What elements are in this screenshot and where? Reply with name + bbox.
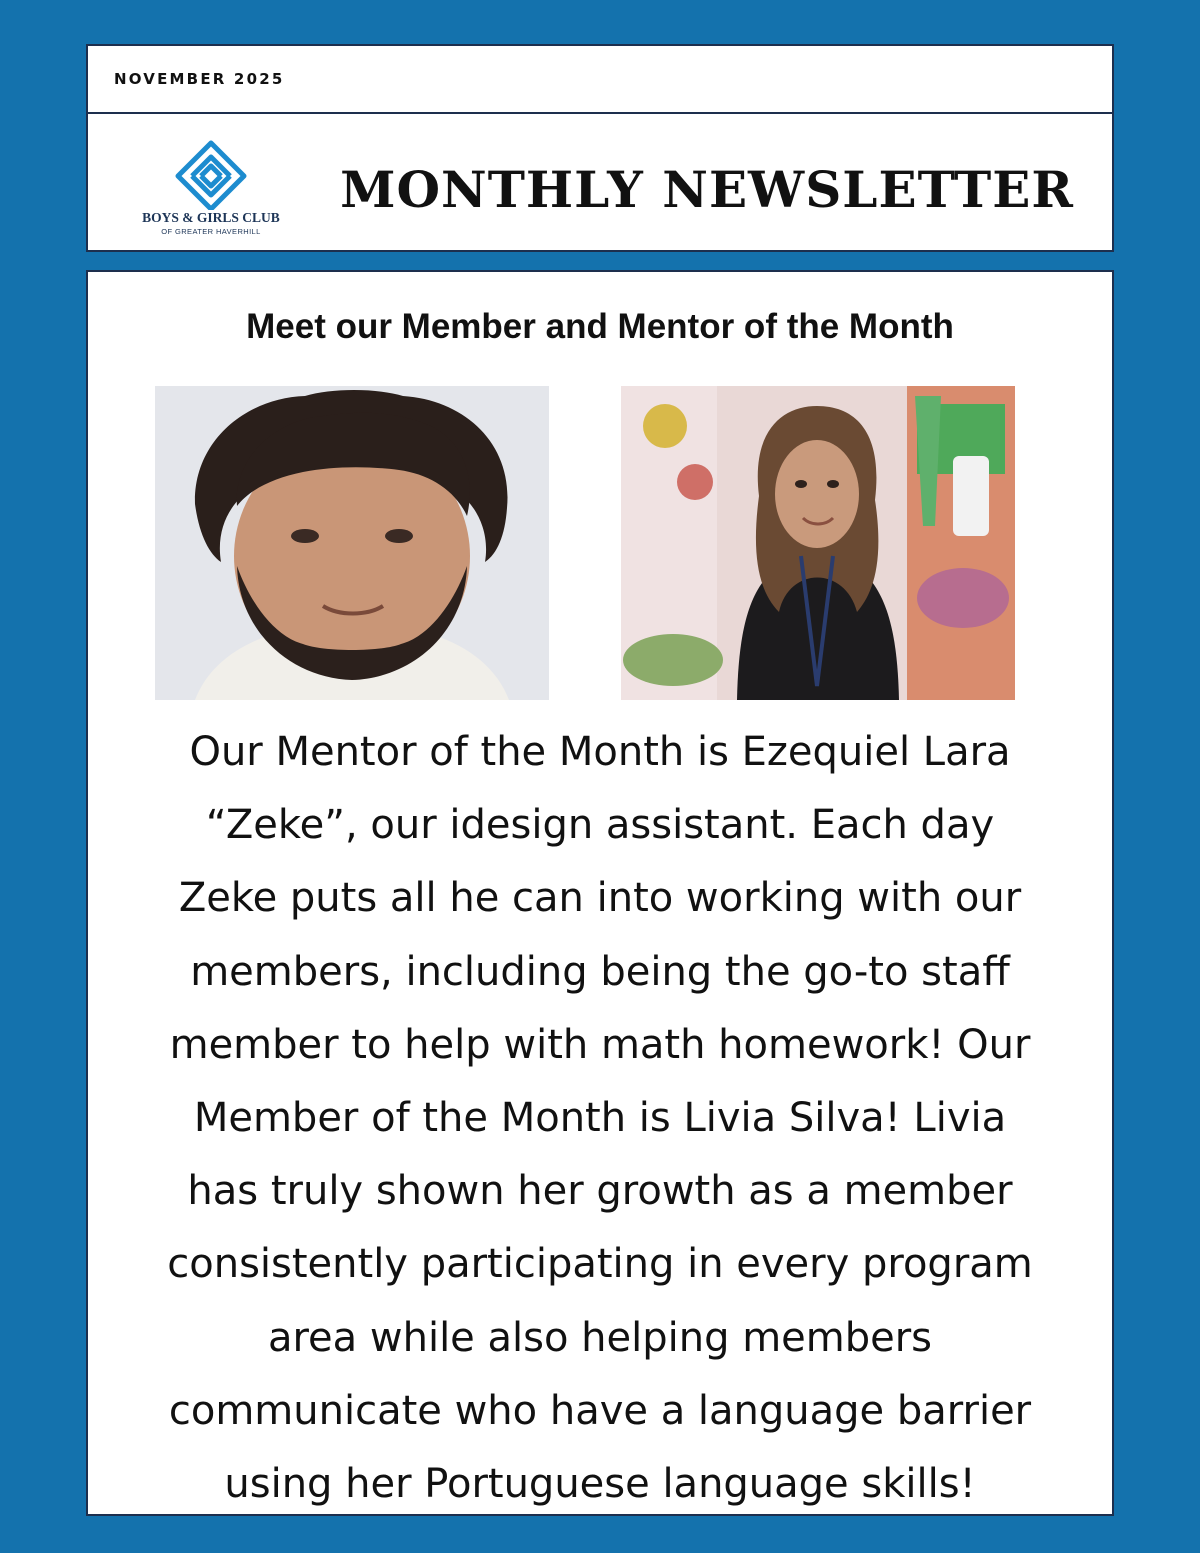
newsletter-title: MONTHLY NEWSLETTER — [340, 160, 1074, 219]
article-panel — [86, 270, 1114, 1516]
article-line: member to help with math homework! Our — [169, 1021, 1031, 1068]
article-body — [98, 716, 1102, 1521]
article-line: communicate who have a language barrier — [168, 1387, 1032, 1434]
club-subtitle: OF GREATER HAVERHILL — [161, 227, 261, 236]
mentor-portrait-image — [155, 386, 549, 700]
article-line: Zeke puts all he can into working with our — [178, 875, 1022, 922]
article-line: has truly shown her growth as a member — [187, 1168, 1013, 1215]
masthead — [86, 112, 1114, 252]
article-line: area while also helping members — [267, 1314, 933, 1361]
article-line: “Zeke”, our idesign assistant. Each day — [205, 802, 995, 849]
article-line: consistently participating in every program — [167, 1241, 1033, 1288]
article-line: members, including being the go-to staff — [190, 948, 1010, 995]
section-heading: Meet our Member and Mentor of the Month — [246, 307, 954, 346]
issue-date: NOVEMBER 2025 — [114, 70, 285, 88]
article-line: Our Mentor of the Month is Ezequiel Lara — [189, 729, 1011, 775]
article-line: using her Portuguese language skills! — [224, 1461, 976, 1508]
article-line: Member of the Month is Livia Silva! Livia — [193, 1095, 1007, 1142]
club-logo — [116, 138, 306, 242]
member-photo — [621, 386, 1015, 700]
date-bar — [86, 44, 1114, 114]
member-portrait-image — [621, 386, 1015, 700]
mentor-photo — [155, 386, 549, 700]
boys-girls-club-hands-icon — [156, 138, 266, 210]
club-name: BOYS & GIRLS CLUB — [142, 210, 280, 225]
